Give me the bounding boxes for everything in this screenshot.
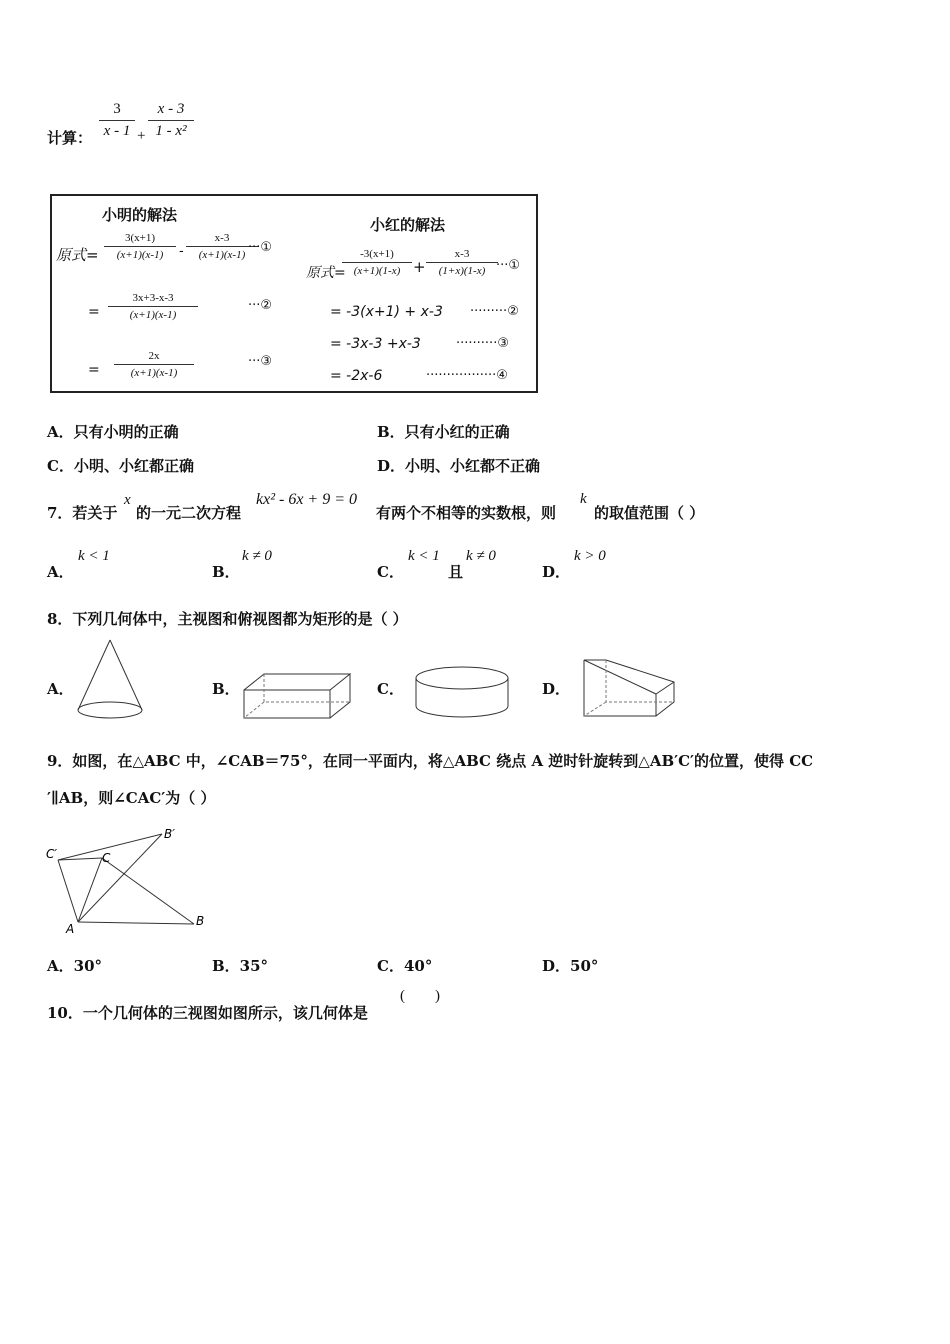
xh-step-3: ··········③ [456, 336, 509, 351]
q7-var-x: x [124, 492, 131, 508]
xh-frac-2-num: x-3 [454, 248, 470, 260]
q7-option-c-value-1: k < 1 [408, 548, 440, 564]
xm-frac-1-num: 3(x+1) [124, 232, 156, 244]
xh-step-4: ·················④ [426, 368, 508, 383]
xh-frac-1 [342, 248, 412, 277]
xm-step-2: ···② [248, 298, 273, 313]
q7-stem-1: 7．若关于 [47, 504, 118, 522]
q7-option-a-value: k < 1 [78, 548, 110, 564]
q9-option-a[interactable]: A．30° [47, 957, 103, 975]
xm-eq-3: = [88, 362, 100, 378]
q7-option-c-and: 且 [448, 563, 464, 581]
xm-step-3: ···③ [248, 354, 273, 369]
q6-option-d[interactable]: D．小明、小红都不正确 [377, 457, 541, 475]
xh-frac-1-den: (x+1)(1-x) [353, 265, 401, 277]
q9-stem-line-2: ′∥AB，则∠CAC′为（ ） [47, 789, 216, 807]
q10-stem: 10．一个几何体的三视图如图所示，该几何体是 [47, 1004, 368, 1022]
q9-option-b[interactable]: B．35° [212, 957, 269, 975]
q6-option-b[interactable]: B．只有小红的正确 [377, 423, 510, 441]
q10-paren: ( ) [400, 988, 440, 1004]
q7-equation: kx² - 6x + 9 = 0 [256, 491, 358, 508]
prism-figure [578, 656, 678, 722]
xh-frac-2-den: (1+x)(1-x) [438, 265, 486, 277]
q8-option-a[interactable]: A． [47, 680, 74, 698]
q7-option-c-value-2: k ≠ 0 [466, 548, 496, 564]
fraction-1-den: x - 1 [103, 123, 131, 139]
q8-option-b[interactable]: B． [212, 680, 240, 698]
xm-frac-3-num: 3x+3-x-3 [132, 292, 174, 304]
xm-frac-1 [104, 232, 176, 261]
xiaoming-title: 小明的解法 [102, 206, 178, 224]
q8-option-d[interactable]: D． [542, 680, 571, 698]
solution-box [50, 194, 538, 393]
cone-figure [74, 638, 146, 722]
label-c: C [102, 851, 111, 865]
q7-stem-3: 有两个不相等的实数根，则 [376, 504, 557, 522]
xm-step-1: ···① [248, 240, 273, 255]
triangle-rotation-figure [42, 824, 214, 936]
xh-frac-2 [426, 248, 498, 277]
q9-option-c[interactable]: C．40° [377, 957, 433, 975]
label-b: B [196, 914, 205, 928]
cuboid-figure [240, 670, 356, 722]
q7-option-a-label[interactable]: A． [47, 563, 74, 581]
xh-frac-1-num: -3(x+1) [360, 248, 394, 260]
q6-option-c[interactable]: C．小明、小红都正确 [47, 457, 194, 475]
plus-sign: + [137, 128, 146, 144]
q8-option-c[interactable]: C． [377, 680, 404, 698]
xiaohong-title: 小红的解法 [370, 216, 446, 234]
q7-stem-4: 的取值范围（ ） [594, 504, 705, 522]
q7-option-d-label[interactable]: D． [542, 563, 571, 581]
label-c-prime: C′ [46, 847, 58, 861]
q7-option-b-value: k ≠ 0 [242, 548, 272, 564]
xiaoming-start: 原式= [56, 246, 99, 264]
xm-frac-4 [114, 350, 194, 379]
xh-plus: + [413, 258, 426, 276]
cylinder-figure [412, 664, 512, 724]
q6-option-a[interactable]: A．只有小明的正确 [47, 423, 179, 441]
calc-label: 计算： [47, 129, 93, 147]
xh-step-1: ···① [496, 258, 521, 273]
q9-option-d[interactable]: D．50° [542, 957, 599, 975]
xm-frac-3 [108, 292, 198, 321]
xh-step-2: ·········② [470, 304, 519, 319]
xm-frac-1-den: (x+1)(x-1) [116, 249, 164, 261]
q7-option-d-value: k > 0 [574, 548, 606, 564]
xh-line-2: = -3(x+1) + x-3 [330, 304, 443, 320]
xm-frac-2-den: (x+1)(x-1) [198, 249, 246, 261]
q7-option-b-label[interactable]: B． [212, 563, 240, 581]
xiaohong-start: 原式= [306, 265, 346, 281]
fraction-1-num: 3 [113, 101, 121, 117]
xm-eq-2: = [88, 304, 100, 320]
label-a: A [66, 922, 75, 936]
xm-frac-2-num: x-3 [214, 232, 230, 244]
xm-frac-4-den: (x+1)(x-1) [130, 367, 178, 379]
label-b-prime: B′ [164, 827, 175, 841]
q7-stem-2: 的一元二次方程 [136, 504, 242, 522]
q7-var-k: k [580, 491, 587, 507]
xh-line-4: = -2x-6 [330, 368, 383, 384]
fraction-2-den: 1 - x² [155, 123, 187, 139]
xh-line-3: = -3x-3 +x-3 [330, 336, 421, 352]
xm-minus: - [179, 244, 184, 259]
fraction-1 [99, 101, 135, 140]
q7-option-c-label[interactable]: C． [377, 563, 404, 581]
xm-frac-4-num: 2x [148, 350, 160, 362]
q8-stem: 8．下列几何体中，主视图和俯视图都为矩形的是（ ） [47, 610, 408, 628]
fraction-2 [148, 101, 194, 140]
fraction-2-num: x - 3 [157, 101, 185, 117]
xm-frac-3-den: (x+1)(x-1) [129, 309, 177, 321]
q9-stem-line-1: 9．如图，在△ABC 中，∠CAB＝75°，在同一平面内，将△ABC 绕点 A 逆时针旋转到△AB′C′的位置，使得 CC [47, 752, 814, 770]
